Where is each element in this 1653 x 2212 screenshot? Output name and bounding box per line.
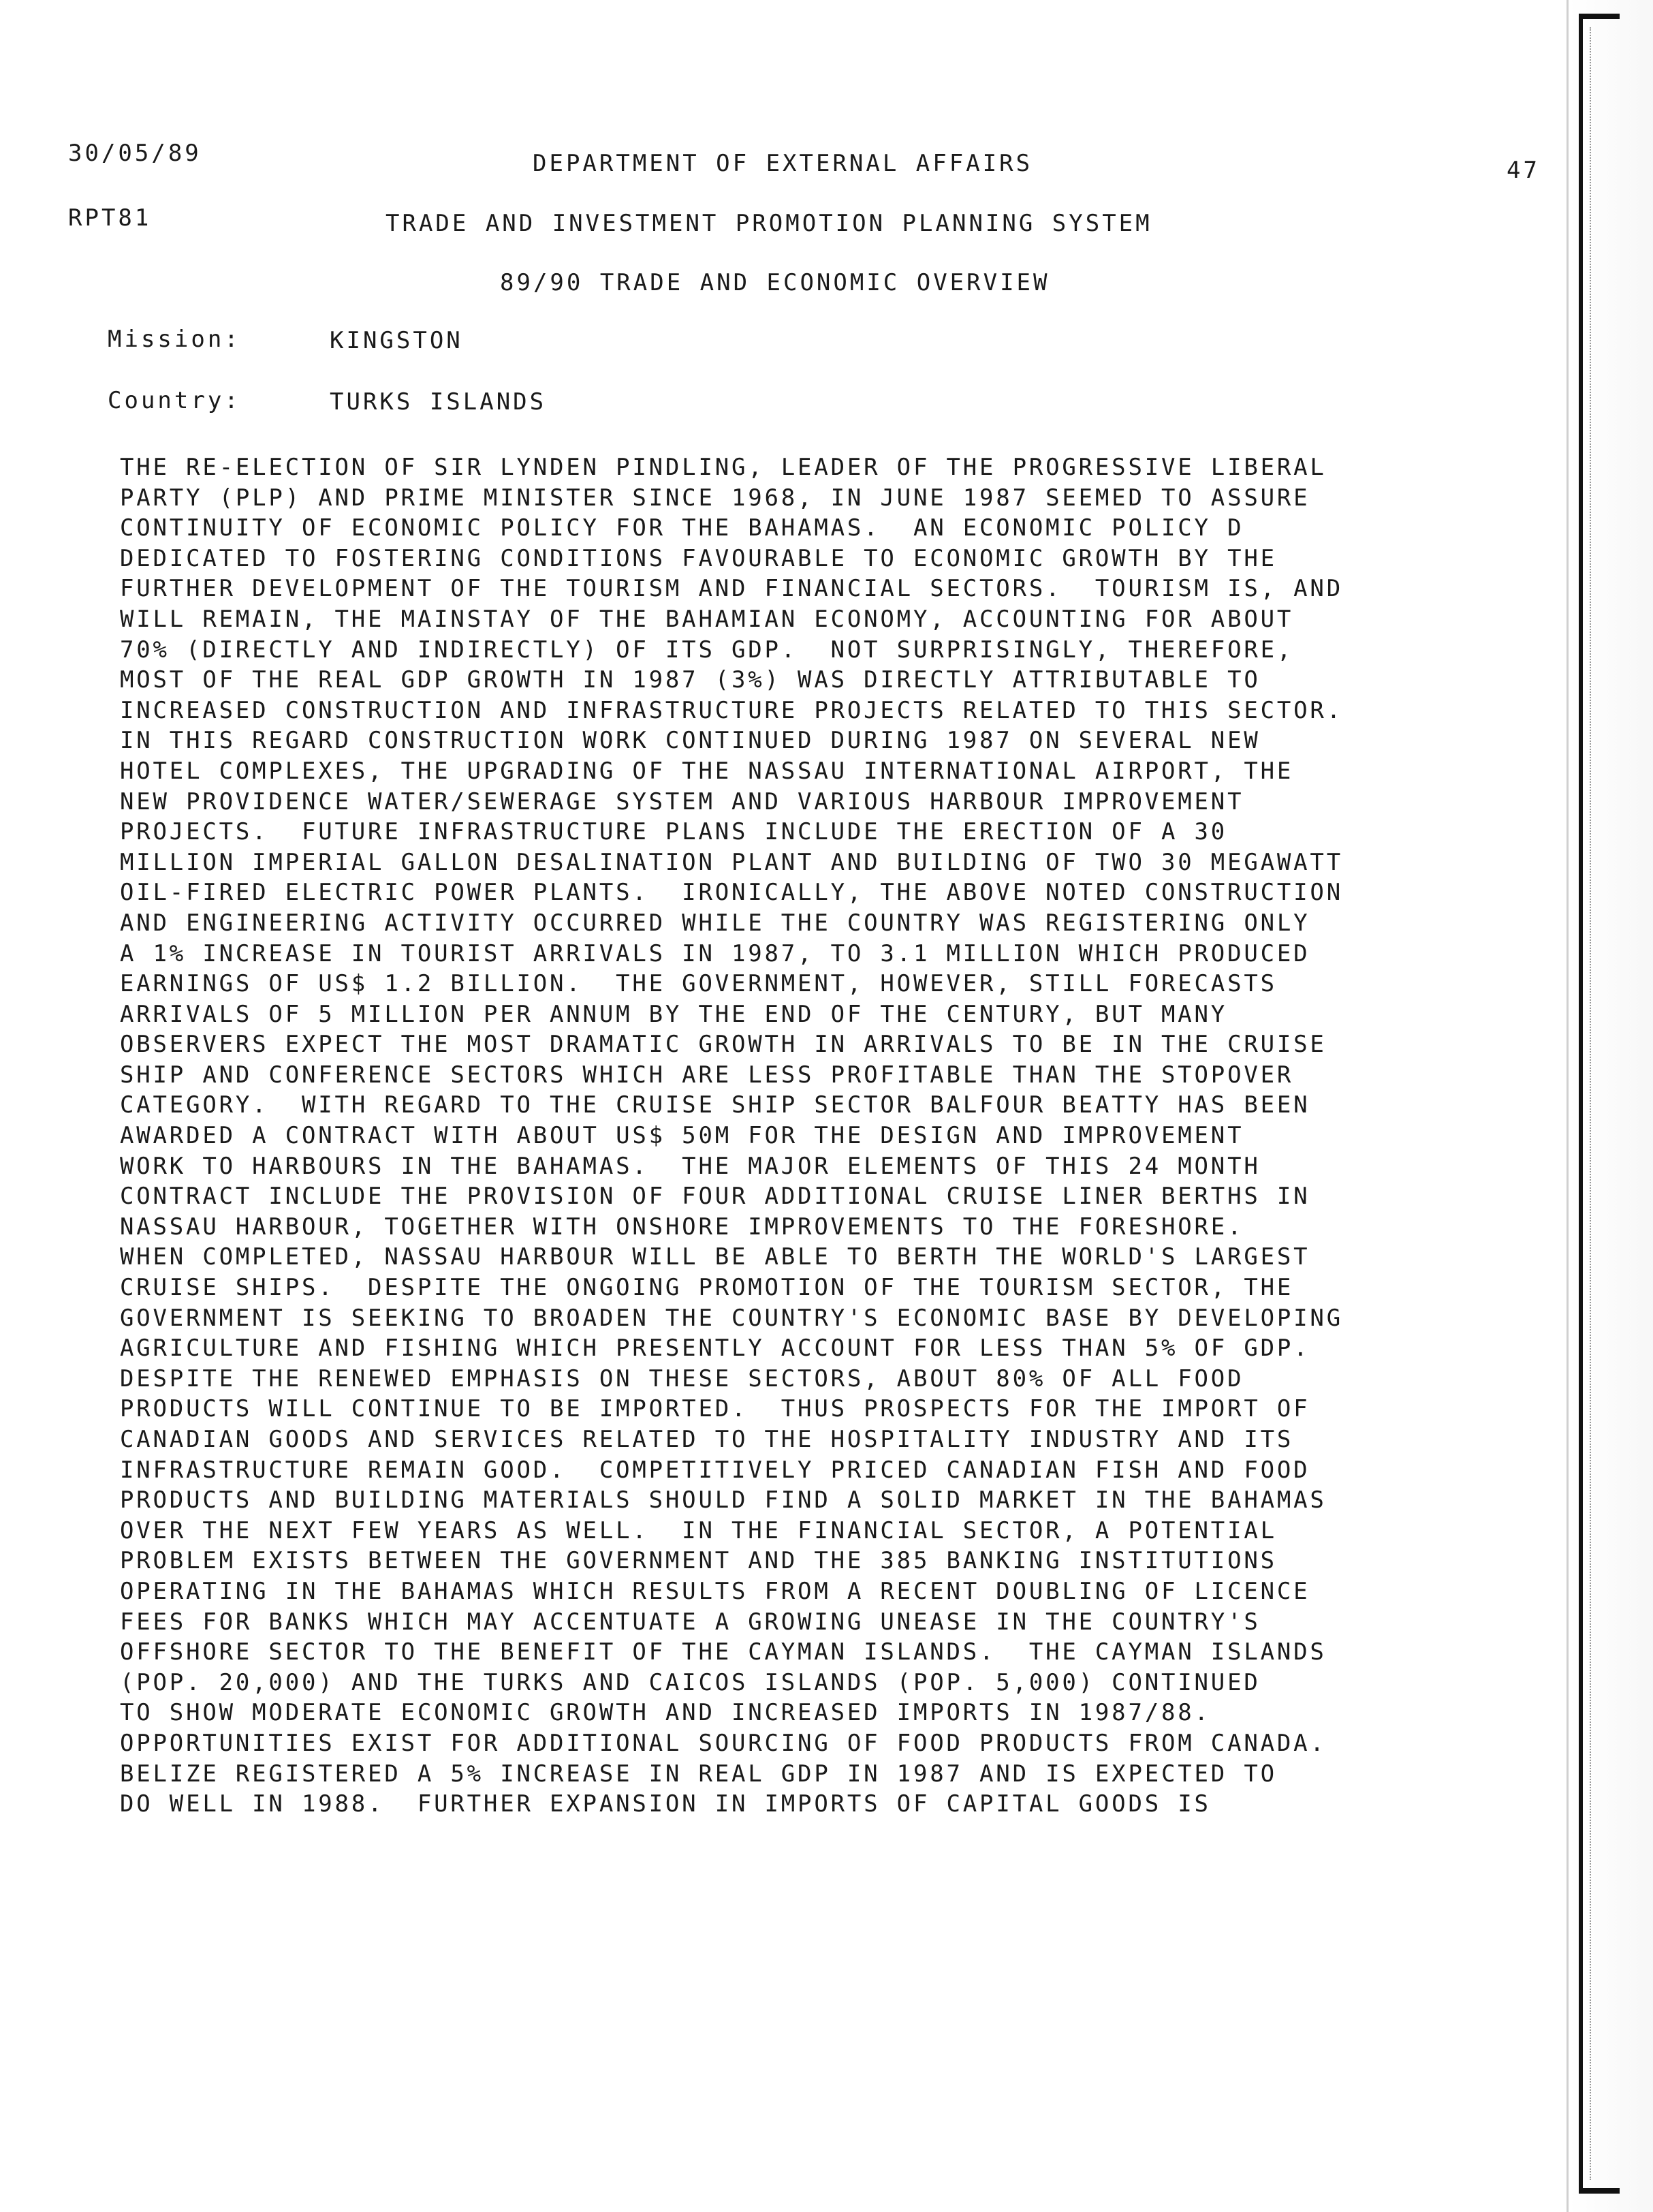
body-line: TO SHOW MODERATE ECONOMIC GROWTH AND INCREASED IMPORTS IN 1987/88. [120, 1699, 1211, 1727]
body-line: A 1% INCREASE IN TOURIST ARRIVALS IN 1987, TO 3.1 MILLION WHICH PRODUCED [120, 939, 1310, 967]
body-line: DESPITE THE RENEWED EMPHASIS ON THESE SECTORS, ABOUT 80% OF ALL FOOD [120, 1365, 1244, 1392]
body-line: CONTINUITY OF ECONOMIC POLICY FOR THE BAHAMAS. AN ECONOMIC POLICY D [120, 514, 1244, 542]
body-line: NEW PROVIDENCE WATER/SEWERAGE SYSTEM AND VARIOUS HARBOUR IMPROVEMENT [120, 788, 1244, 815]
country-label: Country: [108, 387, 241, 414]
body-line: OIL-FIRED ELECTRIC POWER PLANTS. IRONICALLY, THE ABOVE NOTED CONSTRUCTION [120, 879, 1343, 907]
body-line: DO WELL IN 1988. FURTHER EXPANSION IN IMPORTS OF CAPITAL GOODS IS [120, 1790, 1211, 1818]
body-line: MOST OF THE REAL GDP GROWTH IN 1987 (3%) WAS DIRECTLY ATTRIBUTABLE TO [120, 666, 1261, 694]
body-line: EARNINGS OF US$ 1.2 BILLION. THE GOVERNMENT, HOWEVER, STILL FORECASTS [120, 970, 1277, 998]
body-line: CRUISE SHIPS. DESPITE THE ONGOING PROMOTION OF THE TOURISM SECTOR, THE [120, 1274, 1294, 1302]
body-line: PROBLEM EXISTS BETWEEN THE GOVERNMENT AND THE 385 BANKING INSTITUTIONS [120, 1547, 1277, 1575]
body-line: INCREASED CONSTRUCTION AND INFRASTRUCTURE PROJECTS RELATED TO THIS SECTOR. [120, 696, 1343, 724]
body-text [120, 452, 1516, 1820]
body-line: DEDICATED TO FOSTERING CONDITIONS FAVOURABLE TO ECONOMIC GROWTH BY THE [120, 544, 1277, 572]
body-line: PRODUCTS AND BUILDING MATERIALS SHOULD FIND A SOLID MARKET IN THE BAHAMAS [120, 1486, 1327, 1514]
body-line: MILLION IMPERIAL GALLON DESALINATION PLANT AND BUILDING OF TWO 30 MEGAWATT [120, 848, 1343, 876]
body-line: WILL REMAIN, THE MAINSTAY OF THE BAHAMIAN ECONOMY, ACCOUNTING FOR ABOUT [120, 605, 1294, 633]
body-line: WORK TO HARBOURS IN THE BAHAMAS. THE MAJOR ELEMENTS OF THIS 24 MONTH [120, 1152, 1261, 1180]
body-line: AND ENGINEERING ACTIVITY OCCURRED WHILE THE COUNTRY WAS REGISTERING ONLY [120, 909, 1310, 937]
body-line: (POP. 20,000) AND THE TURKS AND CAICOS ISLANDS (POP. 5,000) CONTINUED [120, 1668, 1261, 1696]
body-line: OBSERVERS EXPECT THE MOST DRAMATIC GROWTH IN ARRIVALS TO BE IN THE CRUISE [120, 1031, 1327, 1059]
body-line: OFFSHORE SECTOR TO THE BENEFIT OF THE CAYMAN ISLANDS. THE CAYMAN ISLANDS [120, 1638, 1327, 1666]
body-line: AGRICULTURE AND FISHING WHICH PRESENTLY ACCOUNT FOR LESS THAN 5% OF GDP. [120, 1335, 1310, 1362]
body-line: FEES FOR BANKS WHICH MAY ACCENTUATE A GROWING UNEASE IN THE COUNTRY'S [120, 1608, 1261, 1636]
body-line: PROJECTS. FUTURE INFRASTRUCTURE PLANS INCLUDE THE ERECTION OF A 30 [120, 818, 1228, 846]
binding-bracket [1579, 14, 1620, 2194]
body-line: OPERATING IN THE BAHAMAS WHICH RESULTS FROM A RECENT DOUBLING OF LICENCE [120, 1577, 1310, 1605]
body-line: CANADIAN GOODS AND SERVICES RELATED TO THE HOSPITALITY INDUSTRY AND ITS [120, 1426, 1294, 1453]
body-line: THE RE-ELECTION OF SIR LYNDEN PINDLING, LEADER OF THE PROGRESSIVE LIBERAL [120, 454, 1327, 481]
body-line: AWARDED A CONTRACT WITH ABOUT US$ 50M FOR THE DESIGN AND IMPROVEMENT [120, 1122, 1244, 1150]
body-line: NASSAU HARBOUR, TOGETHER WITH ONSHORE IMPROVEMENTS TO THE FORESHORE. [120, 1213, 1244, 1241]
body-line: PRODUCTS WILL CONTINUE TO BE IMPORTED. THUS PROSPECTS FOR THE IMPORT OF [120, 1395, 1310, 1423]
binding-dots [1590, 27, 1598, 2180]
body-line: ARRIVALS OF 5 MILLION PER ANNUM BY THE END OF THE CENTURY, BUT MANY [120, 1000, 1228, 1028]
report-date: 30/05/89 [68, 140, 202, 167]
body-line: OPPORTUNITIES EXIST FOR ADDITIONAL SOURCING OF FOOD PRODUCTS FROM CANADA. [120, 1729, 1327, 1757]
body-line: PARTY (PLP) AND PRIME MINISTER SINCE 1968, IN JUNE 1987 SEEMED TO ASSURE [120, 484, 1310, 512]
system-title: TRADE AND INVESTMENT PROMOTION PLANNING SYSTEM [385, 210, 1152, 237]
body-line: WHEN COMPLETED, NASSAU HARBOUR WILL BE ABLE TO BERTH THE WORLD'S LARGEST [120, 1243, 1310, 1271]
body-line: GOVERNMENT IS SEEKING TO BROADEN THE COUNTRY'S ECONOMIC BASE BY DEVELOPING [120, 1304, 1343, 1332]
body-line: IN THIS REGARD CONSTRUCTION WORK CONTINUED DURING 1987 ON SEVERAL NEW [120, 727, 1261, 755]
department-title: DEPARTMENT OF EXTERNAL AFFAIRS [533, 150, 1033, 177]
body-line: CONTRACT INCLUDE THE PROVISION OF FOUR ADDITIONAL CRUISE LINER BERTHS IN [120, 1183, 1310, 1211]
report-code: RPT81 [68, 204, 152, 232]
body-line: BELIZE REGISTERED A 5% INCREASE IN REAL GDP IN 1987 AND IS EXPECTED TO [120, 1760, 1277, 1788]
body-line: OVER THE NEXT FEW YEARS AS WELL. IN THE FINANCIAL SECTOR, A POTENTIAL [120, 1516, 1277, 1544]
body-line: HOTEL COMPLEXES, THE UPGRADING OF THE NASSAU INTERNATIONAL AIRPORT, THE [120, 757, 1294, 785]
body-line: SHIP AND CONFERENCE SECTORS WHICH ARE LESS PROFITABLE THAN THE STOPOVER [120, 1061, 1294, 1089]
country-value: TURKS ISLANDS [330, 388, 547, 416]
body-line: CATEGORY. WITH REGARD TO THE CRUISE SHIP SECTOR BALFOUR BEATTY HAS BEEN [120, 1091, 1310, 1119]
body-line: FURTHER DEVELOPMENT OF THE TOURISM AND FINANCIAL SECTORS. TOURISM IS, AND [120, 575, 1343, 603]
body-line: 70% (DIRECTLY AND INDIRECTLY) OF ITS GDP. NOT SURPRISINGLY, THEREFORE, [120, 636, 1294, 664]
mission-label: Mission: [108, 326, 241, 353]
overview-title: 89/90 TRADE AND ECONOMIC OVERVIEW [500, 269, 1050, 296]
page-number: 47 [1507, 157, 1540, 184]
mission-value: KINGSTON [330, 327, 463, 354]
body-line: INFRASTRUCTURE REMAIN GOOD. COMPETITIVELY PRICED CANADIAN FISH AND FOOD [120, 1456, 1310, 1484]
